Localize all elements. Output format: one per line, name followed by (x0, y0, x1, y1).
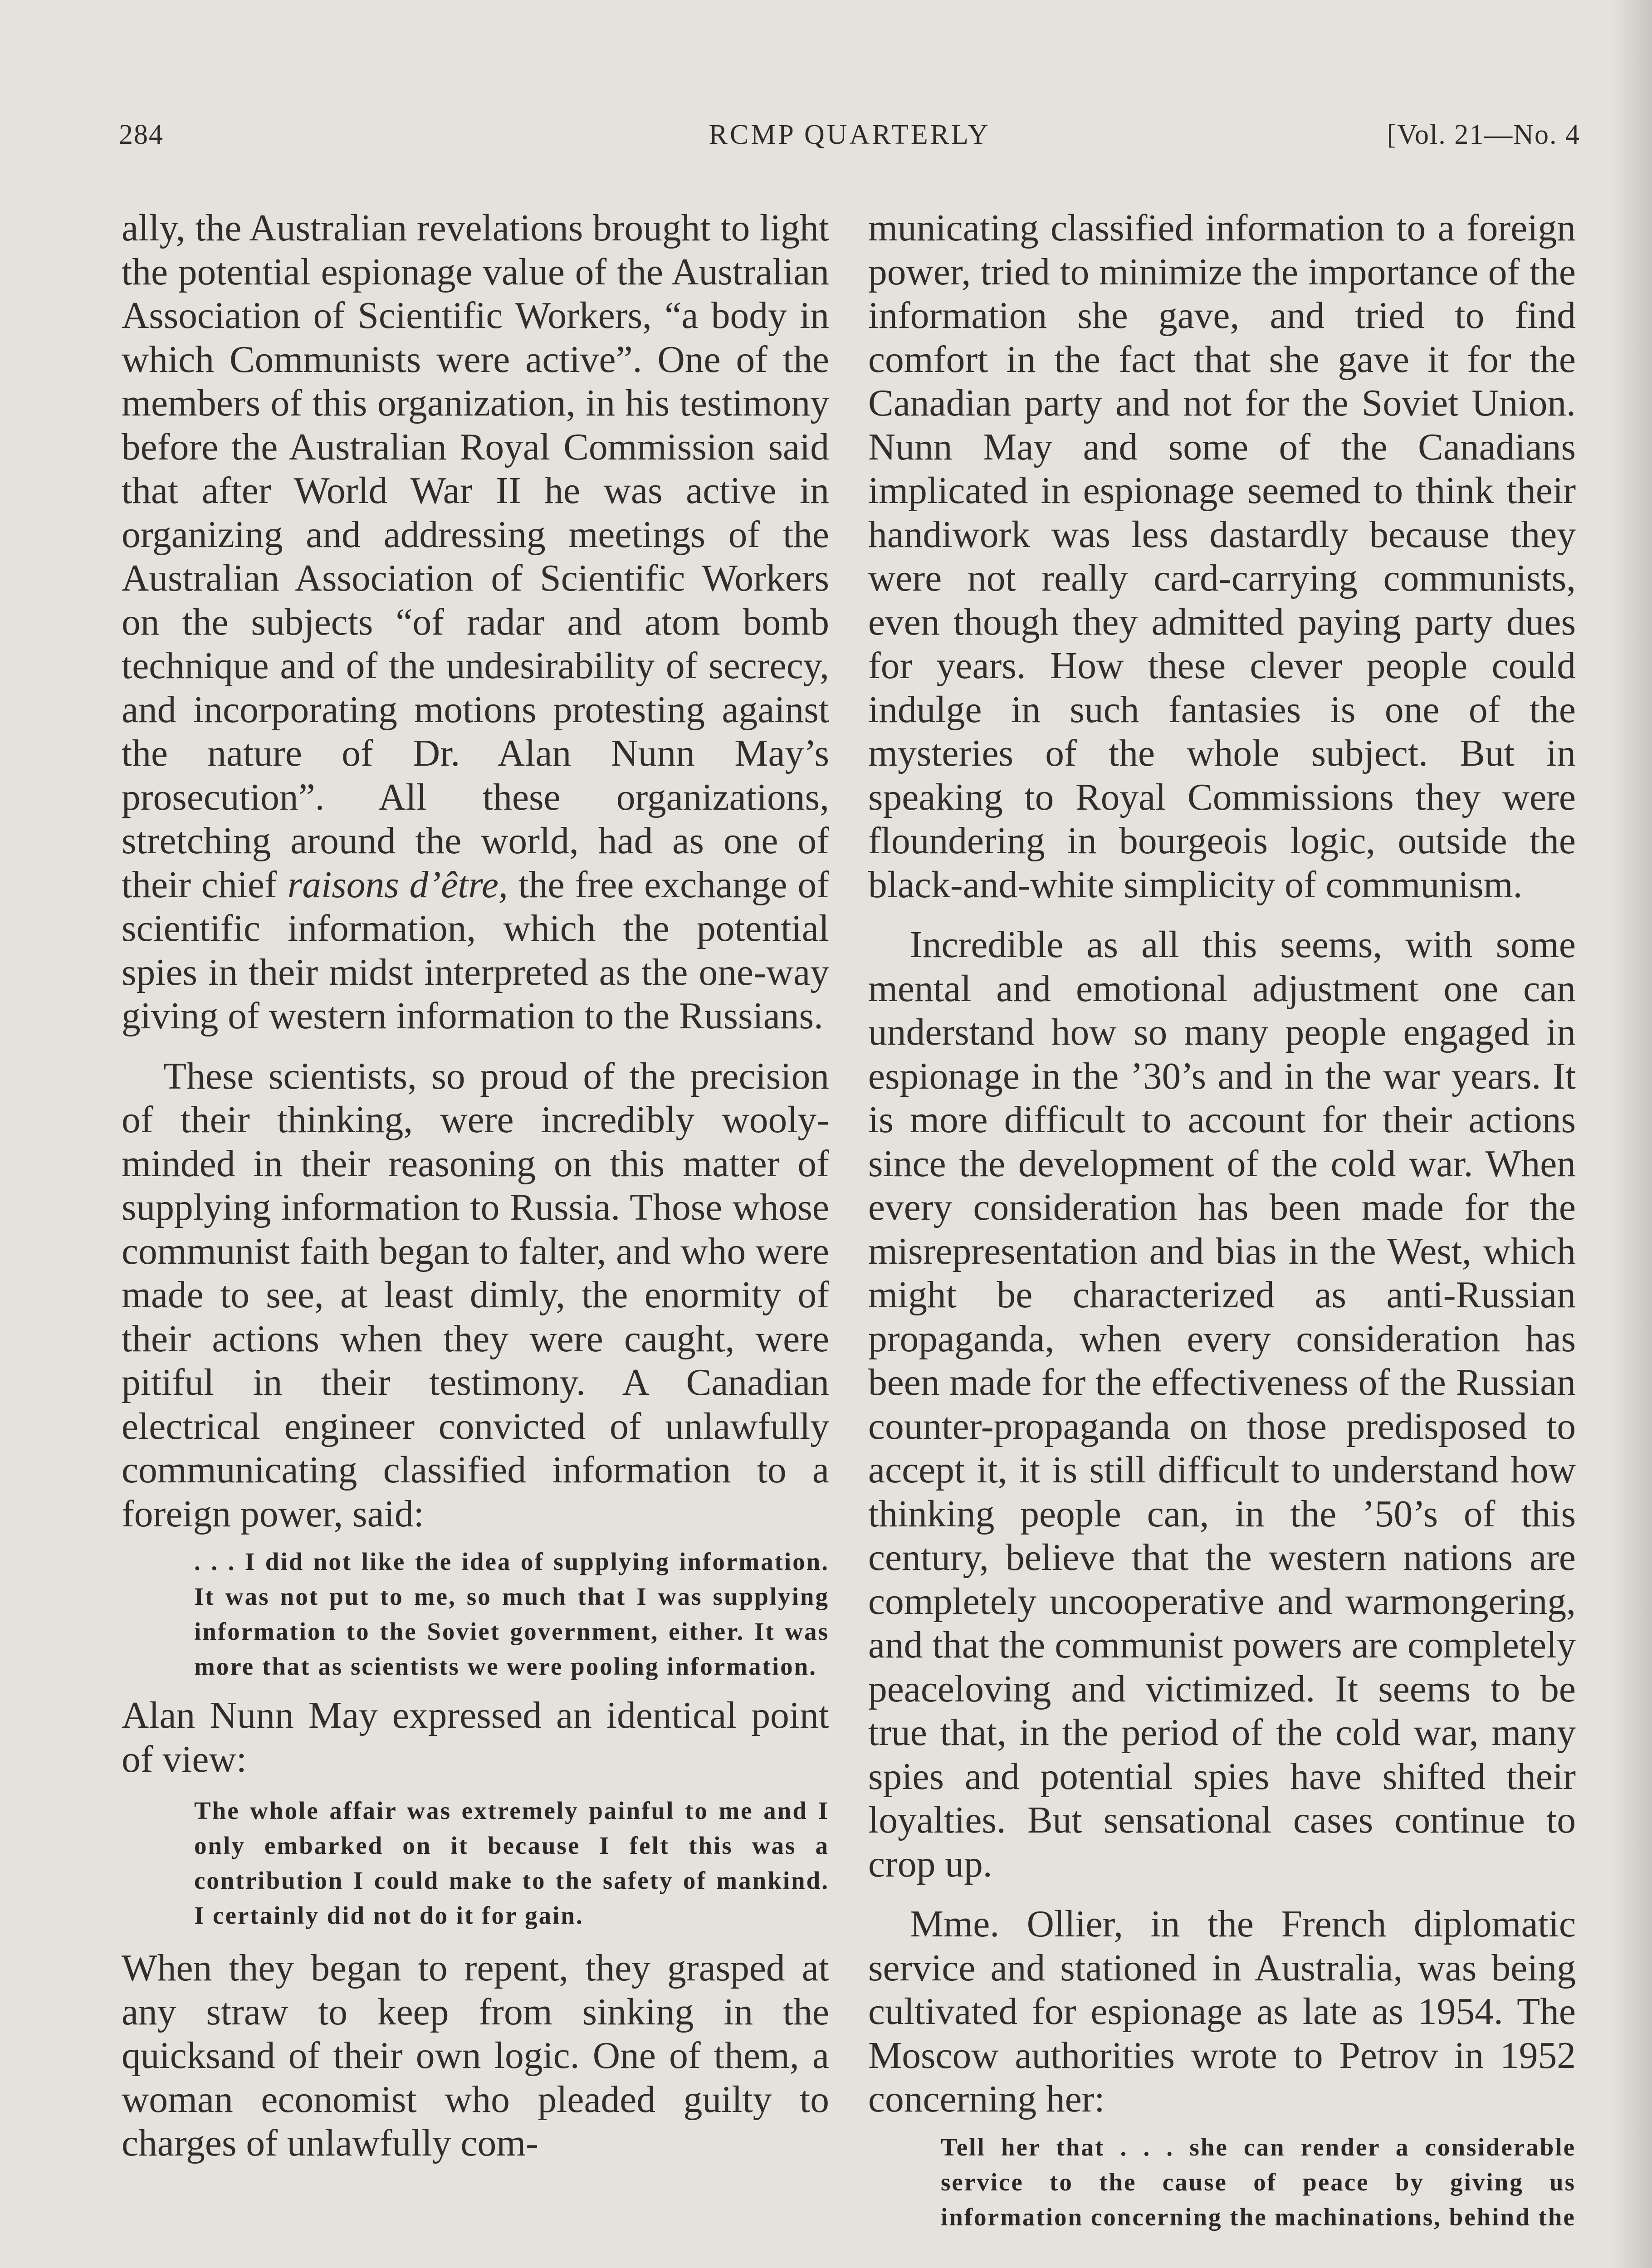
page-edge-shadow (1611, 0, 1652, 2268)
right-column (868, 206, 1576, 2244)
block-quote: The whole affair was extremely painful to me and I only embarked on it because I felt this was a contribution I could make to the safety of mankind. I certainly did not do it for gain. (194, 1797, 829, 1929)
journal-title: RCMP QUARTERLY (709, 119, 991, 150)
paragraph-text: ally, the Australian revelations brought to light the potential espionage value of the Australian Association of Scientific Workers, “a body in which Communists were active”. One of the members of this organization, in his testimony before the Australian Royal Commission said that after World War II he was active in organizing and addressing meetings of the Australian Association of Scientific Workers on the subjects “of radar and atom bomb technique and of the undesirability of secrecy, and incorporating motions protesting against the nature of Dr. Alan Nunn May’s prosecution”. All these organizations, stretching around the world, had as one of their chief (122, 207, 829, 906)
left-column (122, 206, 829, 2165)
paragraph: Incredible as all this seems, with some mental and emotional adjustment one can understand how so many people engaged in espionage in the ’30’s and in the war years. It is more difficult to account for their actions since the development of the cold war. When every consideration has been made for the misrepresentation and bias in the West, which might be characterized as anti-Russian propaganda, when every consideration has been made for the effectiveness of the Russian counter-propaganda on those predisposed to accept it, it is still difficult to understand how thinking people can, in the ’50’s of this century, believe that the western nations are completely uncooperative and warmongering, and that the communist powers are completely peaceloving and victimized. It seems to be true that, in the period of the cold war, many spies and potential spies have shifted their loyalties. But sensational cases continue to crop up. (868, 924, 1576, 1885)
paragraph: municating classified information to a foreign power, tried to minimize the importance of the information she gave, and tried to find comfort in the fact that she gave it for the Canadian party and not for the Soviet Union. Nunn May and some of the Canadians implicated in espionage seemed to think their handiwork was less dastardly because they were not really card-carrying communists, even though they admitted paying party dues for years. How these clever people could indulge in such fantasies is one of the mysteries of the whole subject. But in speaking to Royal Commissions they were floundering in bourgeois logic, outside the black-and-white simplicity of communism. (868, 207, 1576, 906)
paragraph: When they began to repent, they grasped at any straw to keep from sinking in the quicksand of their own logic. One of them, a woman economist who pleaded guilty to charges of unlawfully com- (122, 1947, 829, 2164)
paragraph: Mme. Ollier, in the French diplomatic service and stationed in Australia, was being cultivated for espionage as late as 1954. The Moscow authorities wrote to Petrov in 1952 concerning her: (868, 1903, 1576, 2120)
italic-phrase: raisons d’être, (287, 864, 508, 906)
paragraph: These scientists, so proud of the precision of their thinking, were incredibly wooly-minded in their reasoning on this matter of supplying information to Russia. Those whose communist faith began to falter, and who were made to see, at least dimly, the enormity of their actions when they were caught, were pitiful in their testimony. A Canadian electrical engineer convicted of unlawfully communicating classified information to a foreign power, said: (122, 1055, 829, 1535)
volume-issue: [Vol. 21—No. 4 (1387, 119, 1580, 150)
block-quote: Tell her that . . . she can render a considerable service to the cause of peace by giving us information concerning the machinations, behind the (941, 2133, 1576, 2231)
paragraph: Alan Nunn May expressed an identical point of view: (122, 1695, 829, 1780)
paragraph-text: the free exchange of scientific information, which the potential spies in their midst interpreted as the one-way giving of western information to the Russians. (122, 864, 829, 1037)
running-header (119, 119, 1580, 160)
page-number: 284 (119, 119, 164, 150)
paragraph (122, 206, 829, 1038)
block-quote: . . . I did not like the idea of supplying information. It was not put to me, so much that I was supplying information to the Soviet government, either. It was more that as scientists we were pooling information. (194, 1548, 829, 1680)
